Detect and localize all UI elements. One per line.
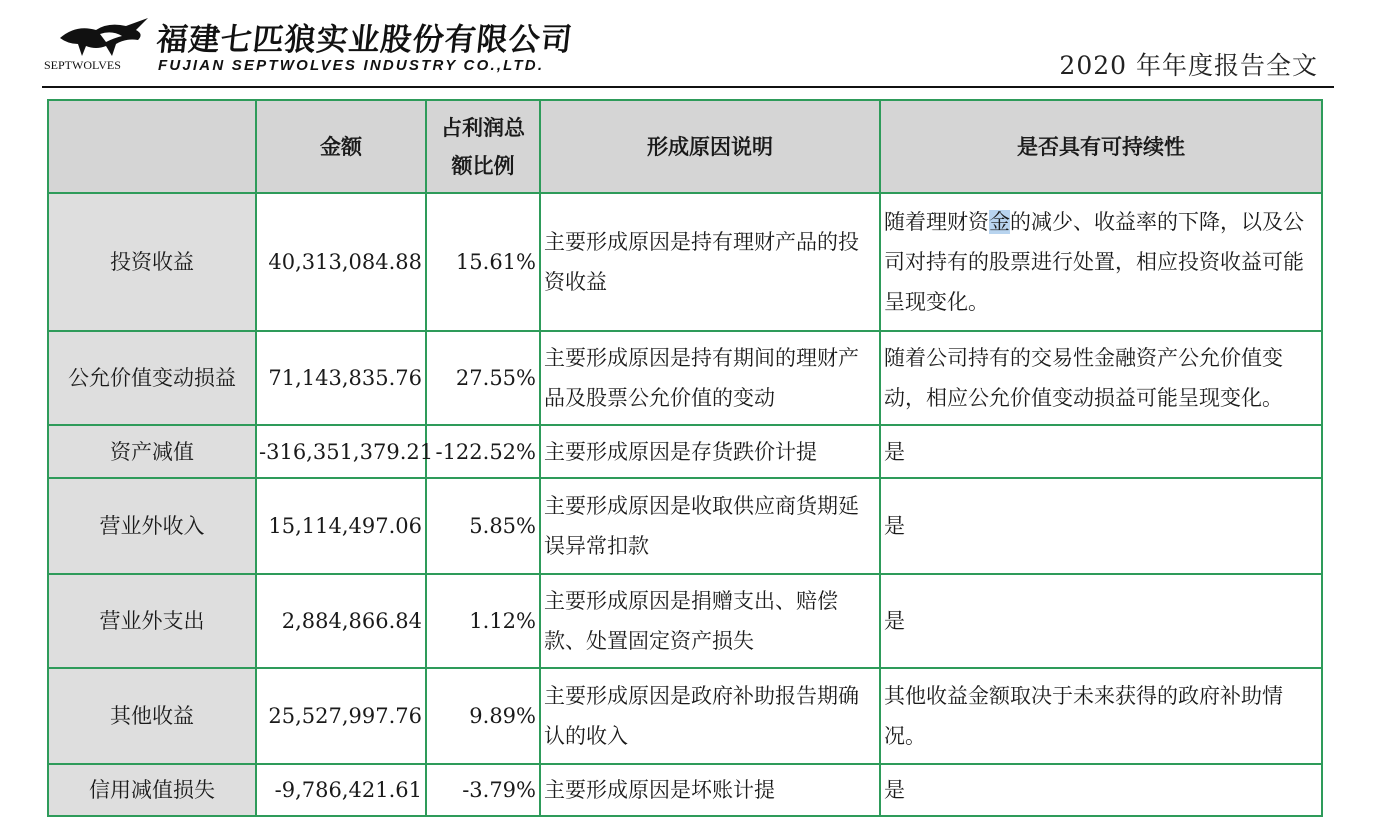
table-row bbox=[48, 331, 1322, 425]
amount-cell: -316,351,379.21 bbox=[256, 425, 426, 478]
table-row bbox=[48, 668, 1322, 764]
sustainability-cell: 随着公司持有的交易性金融资产公允价值变动，相应公允价值变动损益可能呈现变化。 bbox=[880, 331, 1322, 425]
reason-cell: 主要形成原因是坏账计提 bbox=[540, 764, 880, 816]
company-name-cn: 福建七匹狼实业股份有限公司 bbox=[154, 22, 575, 58]
sustainability-cell bbox=[880, 193, 1322, 331]
sustainability-text: 随着理财资金的减少、收益率的下降，以及公司对持有的股票进行处置，相应投资收益可能呈现变化。 bbox=[884, 210, 1304, 314]
ratio-cell: 15.61% bbox=[426, 193, 540, 331]
table-row bbox=[48, 193, 1322, 331]
item-name: 营业外收入 bbox=[48, 478, 256, 574]
sustainability-cell: 其他收益金额取决于未来获得的政府补助情况。 bbox=[880, 668, 1322, 764]
item-name: 营业外支出 bbox=[48, 574, 256, 668]
item-name: 信用减值损失 bbox=[48, 764, 256, 816]
item-name: 投资收益 bbox=[48, 193, 256, 331]
sustainability-cell: 是 bbox=[880, 425, 1322, 478]
text-selection-highlight: 金 bbox=[989, 210, 1010, 234]
logo-caption: SEPTWOLVES bbox=[44, 58, 121, 72]
ratio-cell: 27.55% bbox=[426, 331, 540, 425]
company-name-en: FUJIAN SEPTWOLVES INDUSTRY CO.,LTD. bbox=[158, 57, 545, 74]
header-ratio bbox=[426, 100, 540, 193]
ratio-cell: -3.79% bbox=[426, 764, 540, 816]
ratio-cell: 1.12% bbox=[426, 574, 540, 668]
header-ratio-text: 占利润总额比例 bbox=[441, 115, 525, 178]
amount-cell: -9,786,421.61 bbox=[256, 764, 426, 816]
reason-cell: 主要形成原因是捐赠支出、赔偿款、处置固定资产损失 bbox=[540, 574, 880, 668]
reason-cell: 主要形成原因是持有理财产品的投资收益 bbox=[540, 193, 880, 331]
report-title: 2020 年年度报告全文 bbox=[1059, 51, 1318, 80]
header-reason: 形成原因说明 bbox=[540, 100, 880, 193]
header-sustainability: 是否具有可持续性 bbox=[880, 100, 1322, 193]
profit-items-table bbox=[47, 99, 1323, 817]
sustainability-cell: 是 bbox=[880, 478, 1322, 574]
amount-cell: 25,527,997.76 bbox=[256, 668, 426, 764]
amount-cell: 71,143,835.76 bbox=[256, 331, 426, 425]
item-name: 其他收益 bbox=[48, 668, 256, 764]
reason-cell: 主要形成原因是存货跌价计提 bbox=[540, 425, 880, 478]
ratio-cell: -122.52% bbox=[426, 425, 540, 478]
sustainability-cell: 是 bbox=[880, 574, 1322, 668]
amount-cell: 40,313,084.88 bbox=[256, 193, 426, 331]
table-row bbox=[48, 764, 1322, 816]
table-row bbox=[48, 425, 1322, 478]
table-row bbox=[48, 574, 1322, 668]
item-name: 公允价值变动损益 bbox=[48, 331, 256, 425]
item-name: 资产减值 bbox=[48, 425, 256, 478]
header-divider bbox=[42, 86, 1334, 88]
reason-cell: 主要形成原因是收取供应商货期延误异常扣款 bbox=[540, 478, 880, 574]
header-empty-cell bbox=[48, 100, 256, 193]
sustainability-cell: 是 bbox=[880, 764, 1322, 816]
report-header bbox=[0, 0, 1384, 88]
amount-cell: 2,884,866.84 bbox=[256, 574, 426, 668]
ratio-cell: 9.89% bbox=[426, 668, 540, 764]
header-amount: 金额 bbox=[256, 100, 426, 193]
table-header-row bbox=[48, 100, 1322, 193]
amount-cell: 15,114,497.06 bbox=[256, 478, 426, 574]
ratio-cell: 5.85% bbox=[426, 478, 540, 574]
reason-cell: 主要形成原因是持有期间的理财产品及股票公允价值的变动 bbox=[540, 331, 880, 425]
reason-cell: 主要形成原因是政府补助报告期确认的收入 bbox=[540, 668, 880, 764]
table-row bbox=[48, 478, 1322, 574]
